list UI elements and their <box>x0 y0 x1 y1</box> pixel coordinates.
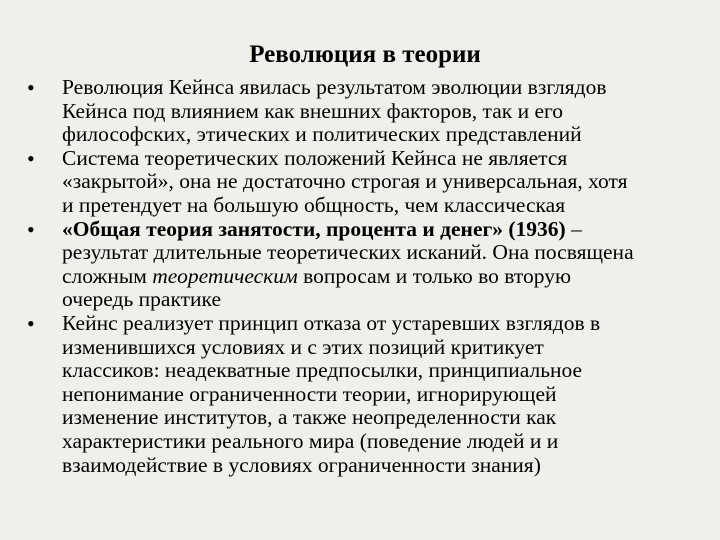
bullet-icon: • <box>27 75 35 100</box>
text-run: непонимание ограниченности теории, игнорирующей <box>62 381 557 406</box>
book-title-bold: «Общая теория занятости, процента и денег» (1936) <box>62 216 566 241</box>
italic-word: теоретическим <box>152 263 298 288</box>
text-run: и претендует на большую общность, чем классическая <box>62 192 566 217</box>
bullet-icon: • <box>27 216 35 242</box>
text-run: характеристики реального мира (поведение людей и и <box>62 428 559 453</box>
bullet-line <box>62 76 717 100</box>
text-run: сложным <box>62 263 153 288</box>
bullet-line <box>62 288 717 312</box>
text-run: очередь практике <box>62 287 221 312</box>
bullet-line <box>62 312 717 336</box>
text-run: «закрытой», она не достаточно строгая и универсальная, хотя <box>62 169 628 194</box>
bullet-line <box>62 359 717 383</box>
text-run: вопросам и только во вторую <box>297 263 572 288</box>
text-run: Кейнса под влиянием как внешних факторов, так и его <box>62 98 564 123</box>
bullet-item-4 <box>27 312 717 477</box>
bullet-line <box>62 430 717 454</box>
text-run: изменение институтов, а также неопределенности как <box>62 405 557 430</box>
bullet-line <box>62 100 717 124</box>
bullet-line <box>62 147 717 171</box>
bullet-line <box>62 123 717 147</box>
bullet-item-3 <box>27 218 717 312</box>
text-run: философских, этических и политических представлений <box>62 122 582 147</box>
bullet-line <box>62 241 717 265</box>
bullet-line <box>62 194 717 218</box>
bullet-line <box>62 406 717 430</box>
bullet-item-2 <box>27 147 717 218</box>
bullet-icon: • <box>27 310 35 336</box>
bullet-line <box>62 218 717 242</box>
bullet-list <box>27 76 717 477</box>
text-run: Кейнс реализует принцип отказа от устаревших взглядов в <box>62 310 601 335</box>
text-run: – <box>565 216 582 241</box>
text-run: Система теоретических положений Кейнса не является <box>62 145 568 170</box>
bullet-icon: • <box>27 145 35 171</box>
bullet-line <box>62 170 717 194</box>
text-run: классиков: неадекватные предпосылки, принципиальное <box>62 358 583 383</box>
text-run: изменившихся условиях и с этих позиций критикует <box>62 334 544 359</box>
bullet-line <box>62 383 717 407</box>
bullet-item-1 <box>27 76 717 147</box>
bullet-line <box>62 454 717 478</box>
bullet-line <box>62 265 717 289</box>
slide-title: Революция в теории <box>249 41 481 68</box>
text-run: взаимодействие в условиях ограниченности знания) <box>62 452 541 477</box>
text-run: результат длительные теоретических исканий. Она посвящена <box>62 240 634 265</box>
text-run: Революция Кейнса явилась результатом эволюции взглядов <box>62 75 607 99</box>
bullet-line <box>62 336 717 360</box>
